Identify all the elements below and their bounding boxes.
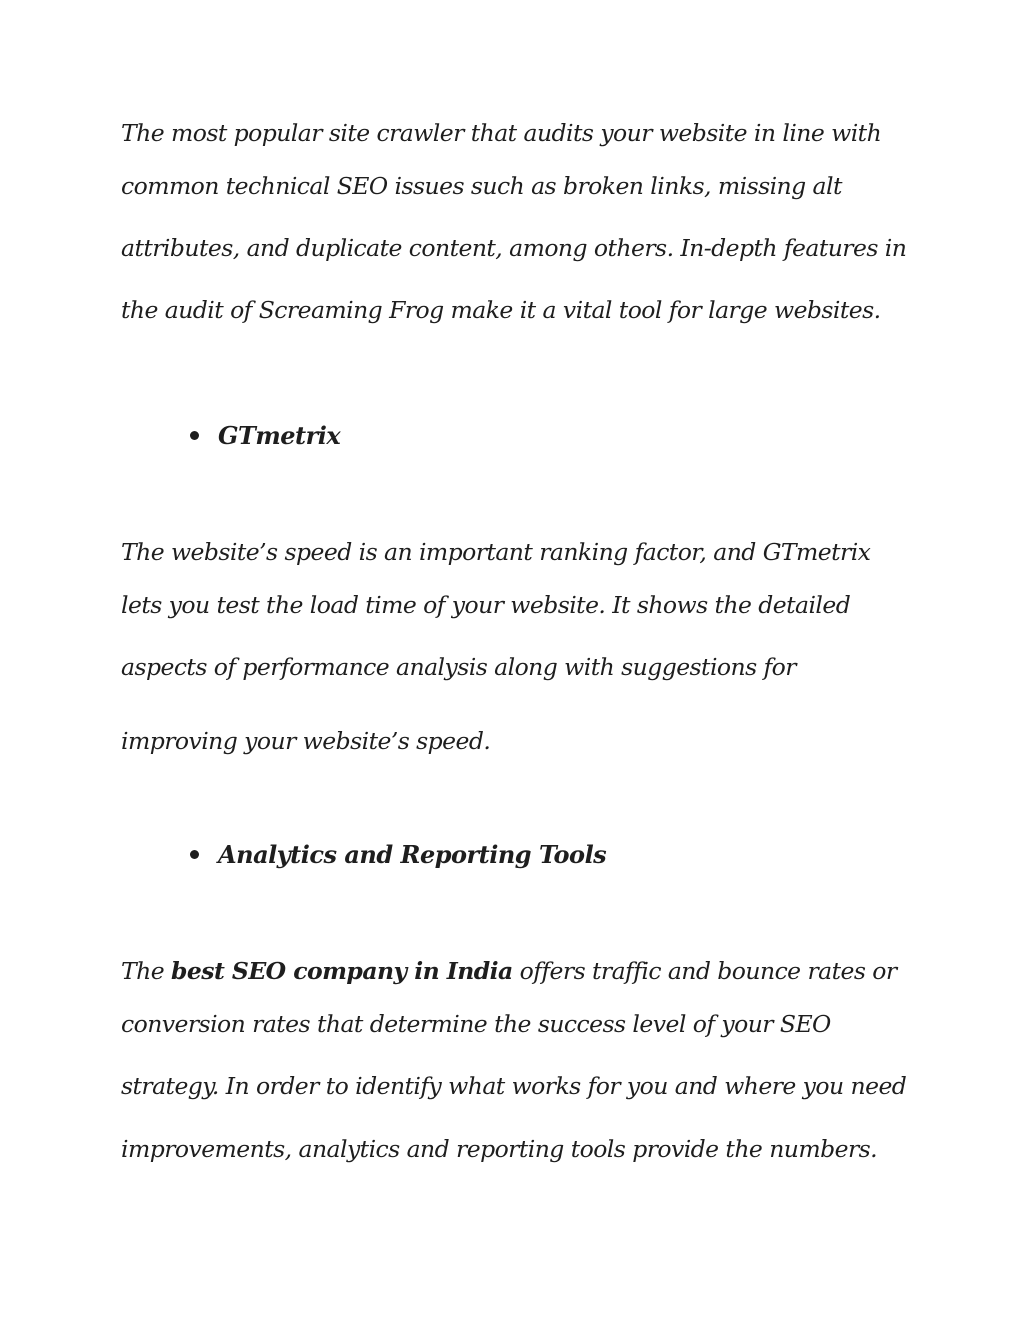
paragraph-2-line-3: aspects of performance analysis along with suggestions for	[121, 653, 796, 681]
bullet-dot-icon	[190, 850, 199, 859]
paragraph-1-line-1: The most popular site crawler that audits your website in line with	[121, 119, 882, 147]
bullet-dot-icon	[190, 431, 199, 440]
paragraph-2-line-1: The website’s speed is an important ranking factor, and GTmetrix	[121, 538, 871, 566]
paragraph-1-line-4: the audit of Screaming Frog make it a vital tool for large websites.	[121, 296, 881, 324]
paragraph-3-line-2: conversion rates that determine the success level of your SEO	[121, 1010, 831, 1038]
bullet-item-gtmetrix	[190, 421, 340, 451]
paragraph-2-line-4: improving your website’s speed.	[121, 727, 491, 755]
bullet-label: GTmetrix	[218, 421, 341, 450]
paragraph-1-line-2: common technical SEO issues such as broken links, missing alt	[121, 172, 842, 200]
paragraph-3-line-3: strategy. In order to identify what works for you and where you need	[121, 1072, 907, 1100]
paragraph-1-line-3: attributes, and duplicate content, among others. In-depth features in	[121, 234, 907, 262]
bullet-item-analytics	[190, 840, 606, 870]
paragraph-3-line-4: improvements, analytics and reporting tools provide the numbers.	[121, 1135, 878, 1163]
paragraph-3-prefix: The	[121, 957, 171, 985]
seo-company-link-text: best SEO company in India	[171, 957, 513, 985]
bullet-label: Analytics and Reporting Tools	[218, 840, 607, 869]
paragraph-2-line-2: lets you test the load time of your website. It shows the detailed	[121, 591, 851, 619]
paragraph-3-line-1	[121, 956, 897, 986]
paragraph-3-suffix: offers traffic and bounce rates or	[512, 957, 897, 985]
